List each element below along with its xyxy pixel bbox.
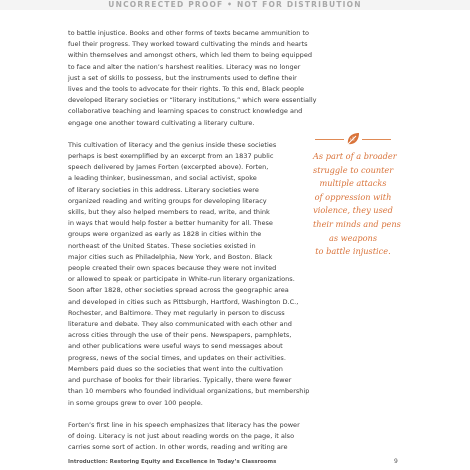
text-line: in ways that would help foster a better humanity for all. These (68, 219, 273, 228)
pull-quote-line: as weapons (328, 232, 378, 243)
text-line: lives and the tools to advocate for their rights. To this end, Black people (68, 85, 304, 94)
paragraph-2 (68, 140, 310, 409)
watermark: UNCORRECTED PROOF • NOT FOR DISTRIBUTION (108, 0, 362, 9)
text-line: of doing. Literacy is not just about reading words on the page, it also (68, 431, 295, 440)
text-line: fuel their progress. They worked toward cultivating the minds and hearts (68, 40, 308, 49)
text-line: skills, but they also helped members to read, write, and think (68, 208, 270, 217)
body-text (68, 28, 317, 464)
text-line: across cities through the use of their pens. Newspapers, pamphlets, (68, 331, 292, 340)
pull-quote-line: their minds and pens (313, 218, 401, 229)
text-line: Members paid dues so the societies that went into the cultivation (68, 364, 283, 373)
text-line: engage one another toward cultivating a literary culture. (68, 118, 255, 127)
text-line: and purchase of books for their libraries. Typically, there were fewer (68, 376, 292, 385)
text-line: groups were organized as early as 1828 in cities within the (68, 230, 262, 239)
pull-quote (313, 130, 401, 259)
pull-quote-line: multiple attacks (319, 178, 387, 189)
text-line: in some groups grew to over 100 people. (68, 398, 203, 407)
text-line: perhaps is best exemplified by an excerpt from an 1837 public (68, 152, 274, 161)
text-line: to battle injustice. Books and other forms of texts became ammunition to (68, 29, 310, 37)
text-line: Soon after 1828, other societies spread across the geographic area (68, 286, 289, 295)
paragraph-1 (68, 28, 317, 129)
footer-title: Introduction: Restoring Equity and Excellence in Today’s Classrooms (68, 459, 277, 465)
pull-quote-line: struggle to counter (313, 164, 394, 175)
text-line: major cities such as Philadelphia, New York, and Boston. Black (68, 252, 273, 261)
text-line: organized reading and writing groups for developing literacy (68, 196, 267, 205)
pull-quote-line: As part of a broader (313, 151, 397, 161)
pull-quote-line: of oppression with (314, 191, 392, 202)
text-line: developed literary societies or “literary institutions,” which were essentially (68, 96, 317, 105)
text-line: northeast of the United States. These societies existed in (68, 241, 256, 250)
text-line: and developed in cities such as Pittsburgh, Hartford, Washington D.C., (68, 297, 299, 306)
text-line: a leading thinker, businessman, and social activist, spoke (68, 174, 257, 183)
text-line: within themselves and amongst others, which led them to being equipped (68, 51, 313, 60)
text-line: collaborative teaching and learning spaces to construct knowledge and (68, 107, 303, 116)
pull-quote-line: to battle injustice. (315, 246, 391, 257)
text-line: or allowed to speak or participate in White-run literary organizations. (68, 275, 295, 284)
text-line: Rochester, and Baltimore. They met regularly in person to discuss (68, 308, 285, 317)
text-line: speech delivered by James Forten (excerpted above). Forten, (68, 163, 269, 172)
text-line: just a set of skills to possess, but the instruments used to define their (68, 73, 297, 82)
text-line: and other publications were useful ways to send messages about (68, 342, 283, 351)
text-line: to face and alter the nation’s harshest realities. Literacy was no longer (68, 62, 301, 71)
pull-quote-text (313, 150, 401, 259)
text-line: of literary societies in this address. Literary societies were (68, 185, 259, 194)
text-line: Forten’s first line in his speech emphasizes that literacy has the power (68, 420, 300, 429)
text-line: people created their own spaces because they were not invited (68, 264, 277, 273)
leaf-icon (344, 130, 362, 148)
text-line: progress, news of the social times, and updates on their activities. (68, 353, 286, 362)
text-line: This cultivation of literacy and the genius inside these societies (68, 140, 277, 149)
page-number: 9 (394, 458, 398, 465)
text-line: than 10 members who founded individual organizations, but membership (68, 387, 310, 396)
text-line: literature and debate. They also communicated with each other and (68, 320, 292, 329)
paragraph-3 (68, 420, 300, 454)
pull-quote-line: violence, they used (313, 205, 393, 216)
text-line: carries some sort of action. In other words, reading and writing are (68, 443, 288, 452)
